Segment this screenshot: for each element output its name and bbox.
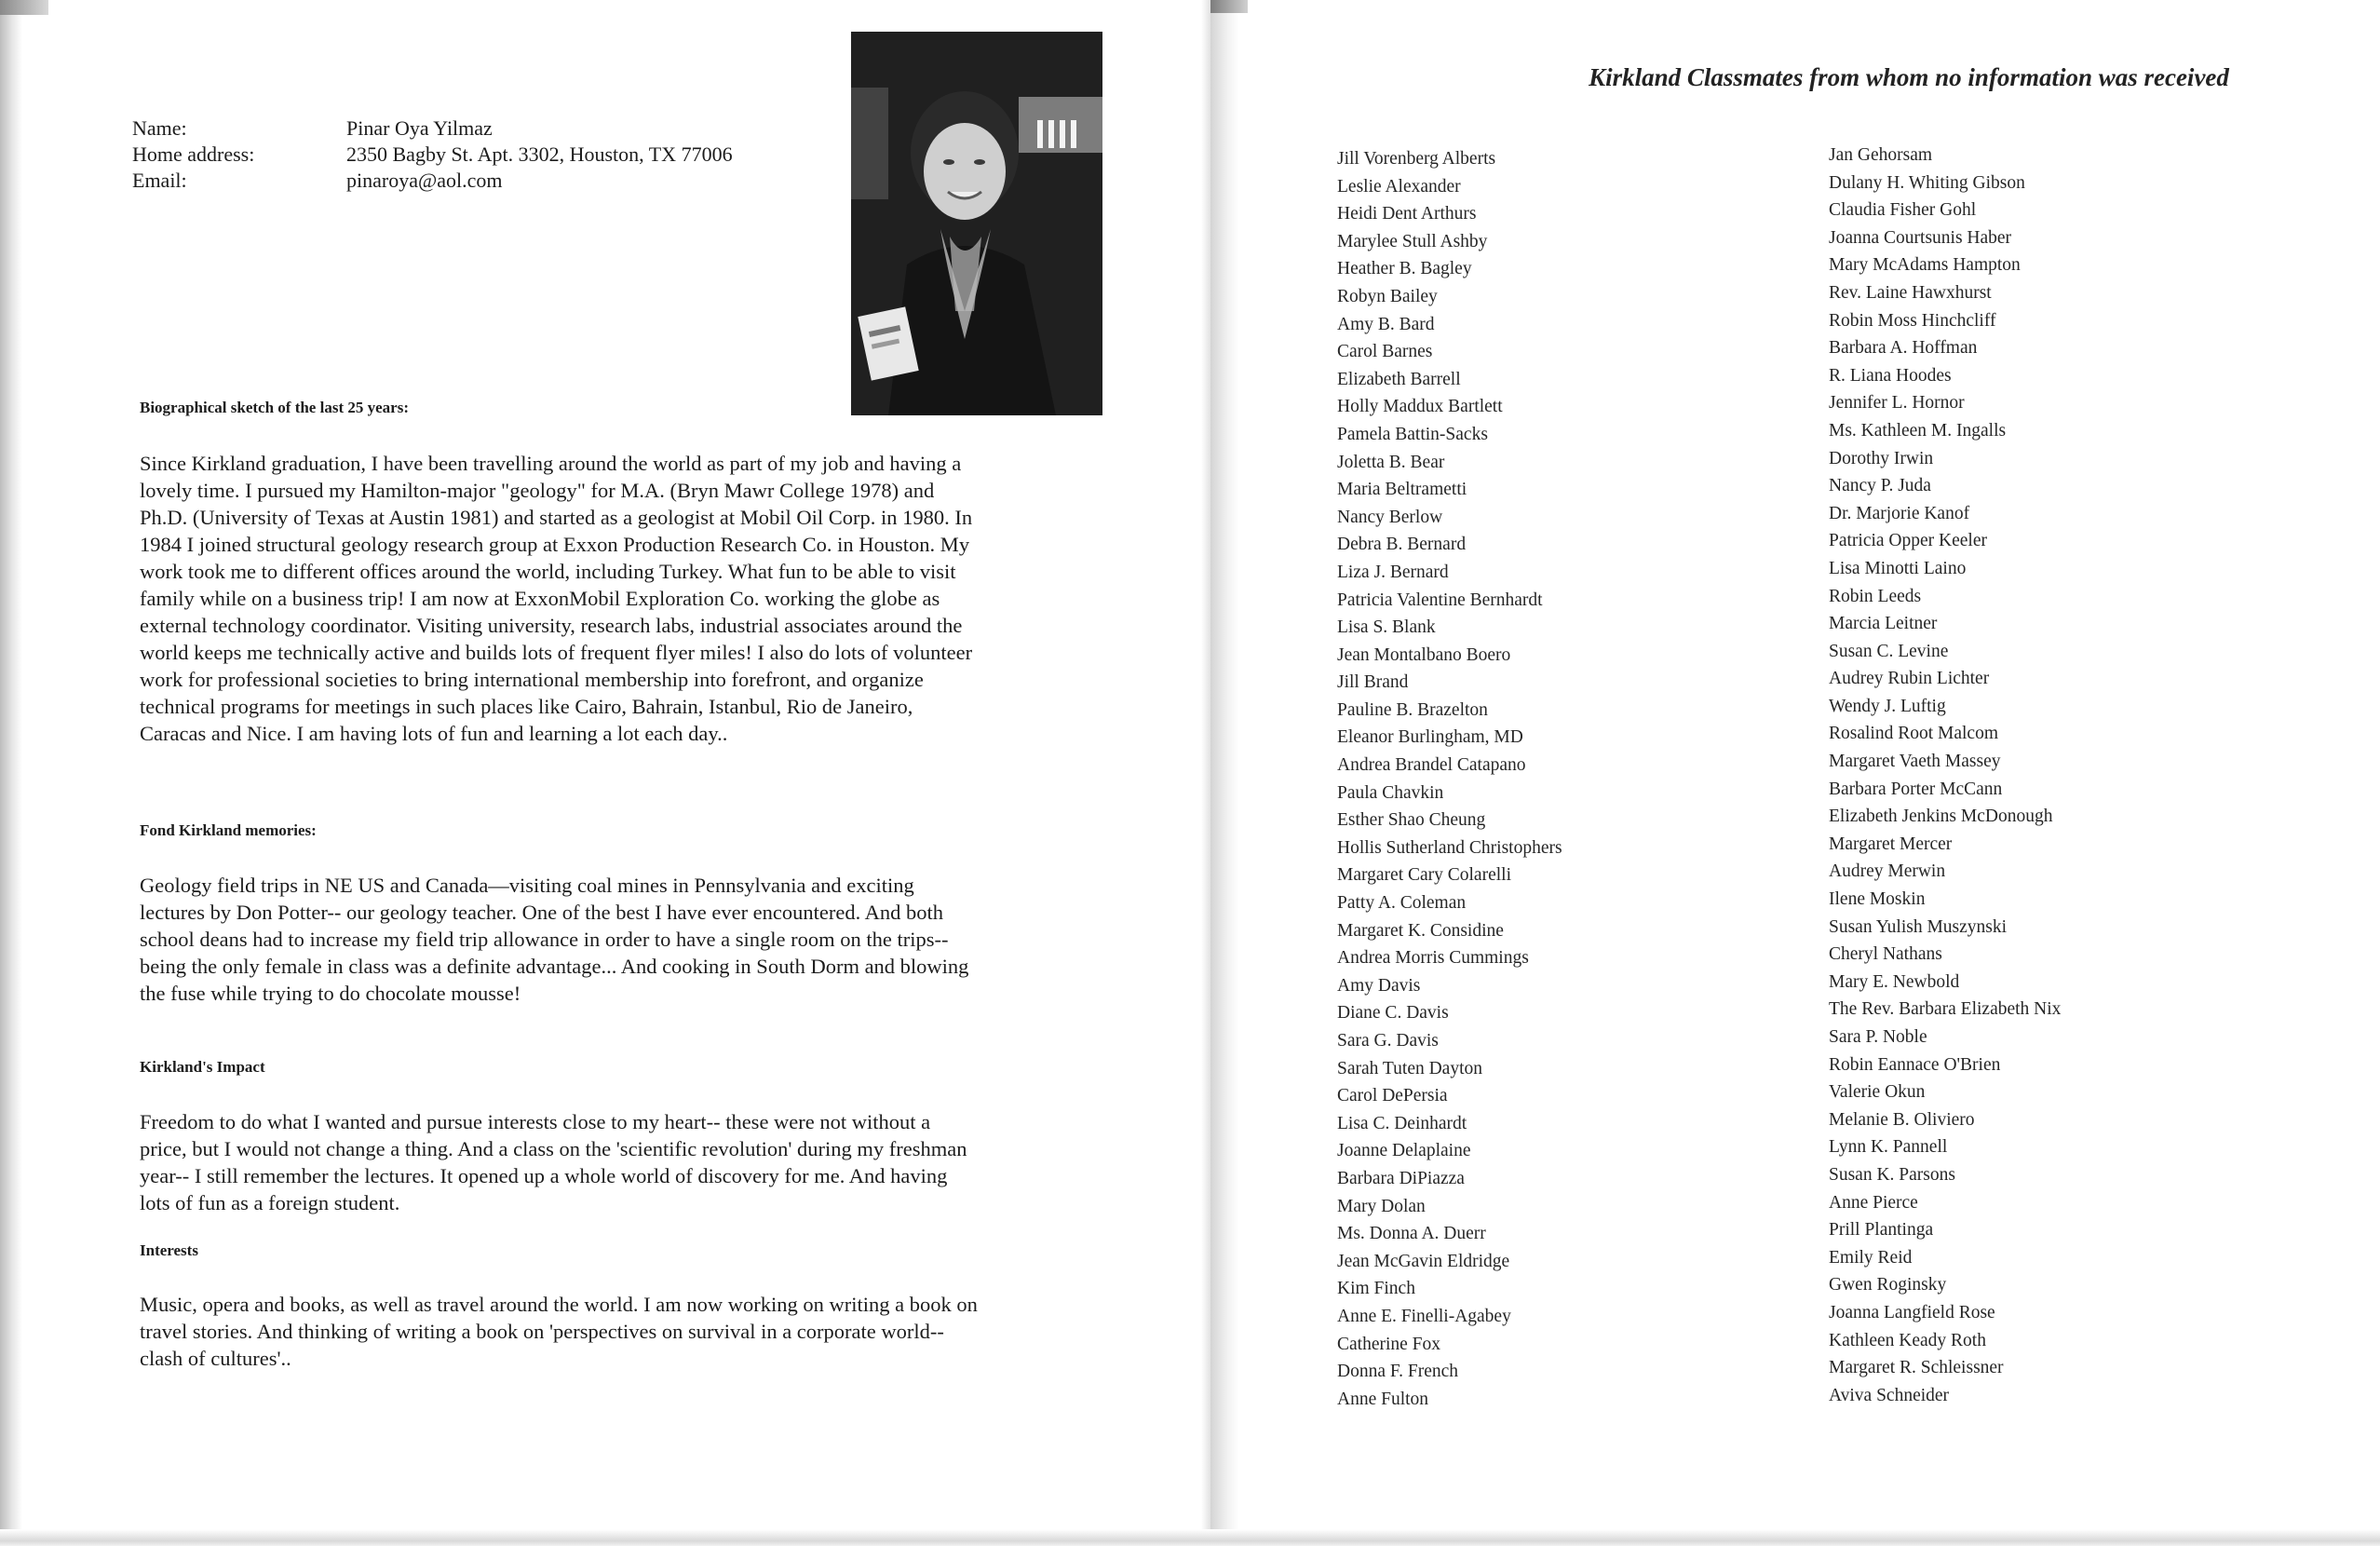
classmate-name: Ms. Kathleen M. Ingalls xyxy=(1829,420,2007,441)
classmate-name: Prill Plantinga xyxy=(1829,1220,1934,1241)
classmate-name: Nancy P. Juda xyxy=(1829,476,1931,496)
memories-text: Geology field trips in NE US and Canada—visiting coal mines in Pennsylvania and exciting lectures by Don Potter-- our geology teacher. One of the best I have ever encountered. And both school deans had to increase my field trip allowance in order to have a single room on the trips-- being the only female in class was a definite advantage... And cooking in South Dorm and blowing the fuse while trying to do chocolate mousse! xyxy=(140,874,969,1005)
contact-row-email xyxy=(132,168,733,194)
classmate-name: Jill Vorenberg Alberts xyxy=(1337,149,1496,169)
classmate-name: Ms. Donna A. Duerr xyxy=(1337,1224,1486,1244)
classmate-name: Anne Fulton xyxy=(1337,1389,1429,1409)
classmate-name: Holly Maddux Bartlett xyxy=(1337,397,1503,417)
classmate-name: Pamela Battin-Sacks xyxy=(1337,424,1488,444)
classmate-name: Dr. Marjorie Kanof xyxy=(1829,503,1970,523)
classmate-name: R. Liana Hoodes xyxy=(1829,365,1952,386)
classmate-name: Rev. Laine Hawxhurst xyxy=(1829,282,1992,303)
interests-heading: Interests xyxy=(140,1241,198,1259)
impact-heading: Kirkland's Impact xyxy=(140,1058,265,1076)
classmate-name: Lisa Minotti Laino xyxy=(1829,558,1967,578)
classmate-name: Ilene Moskin xyxy=(1829,889,1926,910)
name-label: Name: xyxy=(132,116,187,140)
classmate-name: Lynn K. Pannell xyxy=(1829,1137,1948,1158)
classmate-name: Emily Reid xyxy=(1829,1247,1913,1268)
classmate-name: Audrey Merwin xyxy=(1829,861,1946,882)
classmate-name: Kathleen Keady Roth xyxy=(1829,1330,1986,1350)
classmate-name: Amy Davis xyxy=(1337,975,1421,996)
classmate-name: Susan K. Parsons xyxy=(1829,1164,1955,1185)
classmate-name: Jean McGavin Eldridge xyxy=(1337,1251,1510,1271)
classmate-name: Diane C. Davis xyxy=(1337,1003,1449,1024)
contact-row-address xyxy=(132,142,733,168)
classmate-name: Elizabeth Barrell xyxy=(1337,369,1461,389)
contact-row-name xyxy=(132,115,733,142)
classmate-name: Elizabeth Jenkins McDonough xyxy=(1829,807,2053,827)
classmate-name: Barbara A. Hoffman xyxy=(1829,338,1978,359)
classmate-name: Jean Montalbano Boero xyxy=(1337,644,1511,665)
classmate-name: Donna F. French xyxy=(1337,1362,1459,1382)
classmate-name: Aviva Schneider xyxy=(1829,1385,1950,1405)
impact-text: Freedom to do what I wanted and pursue interests close to my heart-- these were not without a price, but I would not change a thing. And a class on the 'scientific revolution' during my freshman year-- I still remember the lectures. It opened up a whole world of discovery for me. And having lots of fun as a foreign student. xyxy=(140,1110,967,1214)
classmate-name: Andrea Morris Cummings xyxy=(1337,948,1529,969)
classmate-name: Cheryl Nathans xyxy=(1829,944,1942,965)
spine-corner-shadow xyxy=(1210,0,1248,13)
classmate-name: Robyn Bailey xyxy=(1337,286,1438,306)
classmate-name: Joanna Courtsunis Haber xyxy=(1829,227,2012,248)
contact-info xyxy=(132,115,733,194)
classmate-name: Hollis Sutherland Christophers xyxy=(1337,837,1562,858)
classmate-name: Joletta B. Bear xyxy=(1337,452,1445,472)
classmate-name: Marylee Stull Ashby xyxy=(1337,231,1488,251)
classmate-name: Paula Chavkin xyxy=(1337,782,1444,803)
classmate-name: Lisa S. Blank xyxy=(1337,617,1436,638)
classmate-name: Barbara DiPiazza xyxy=(1337,1168,1465,1188)
classmate-name: Margaret Cary Colarelli xyxy=(1337,865,1511,886)
classmate-name: Anne E. Finelli-Agabey xyxy=(1337,1306,1511,1326)
classmate-name: Sarah Tuten Dayton xyxy=(1337,1058,1482,1078)
classmate-name: Jennifer L. Hornor xyxy=(1829,393,1965,414)
classmate-name: Carol Barnes xyxy=(1337,342,1433,362)
classmate-name: Patricia Opper Keeler xyxy=(1829,531,1987,551)
classmate-name: Margaret R. Schleissner xyxy=(1829,1358,2004,1378)
classmate-name: Nancy Berlow xyxy=(1337,507,1443,527)
classmate-name: Claudia Fisher Gohl xyxy=(1829,200,1977,221)
classmate-name: Pauline B. Brazelton xyxy=(1337,699,1488,720)
classmate-name: Robin Leeds xyxy=(1829,586,1922,606)
classmate-name: Jan Gehorsam xyxy=(1829,145,1933,165)
classmate-name: Robin Eannace O'Brien xyxy=(1829,1054,2001,1075)
portrait-photo xyxy=(851,32,1102,415)
classmate-name: Patty A. Coleman xyxy=(1337,893,1467,914)
right-page xyxy=(1210,0,2380,1546)
bio-heading: Biographical sketch of the last 25 years: xyxy=(140,399,409,416)
spine-shadow xyxy=(1210,0,1238,1546)
classmate-name: Susan C. Levine xyxy=(1829,641,1949,661)
classmate-name: Margaret K. Considine xyxy=(1337,920,1504,941)
classmate-name: Mary McAdams Hampton xyxy=(1829,255,2021,276)
classmate-name: Amy B. Bard xyxy=(1337,314,1435,334)
classmate-name: Catherine Fox xyxy=(1337,1334,1441,1354)
portrait-illustration xyxy=(851,32,1102,415)
classmate-name: Sara G. Davis xyxy=(1337,1031,1439,1051)
classmate-name: Mary Dolan xyxy=(1337,1196,1426,1216)
classmate-name: Rosalind Root Malcom xyxy=(1829,724,1998,744)
classmate-name: Anne Pierce xyxy=(1829,1192,1918,1213)
address-label: Home address: xyxy=(132,142,255,166)
classmate-name: Debra B. Bernard xyxy=(1337,535,1467,555)
classmate-name: Leslie Alexander xyxy=(1337,176,1461,197)
bottom-page-edge-right xyxy=(1210,1529,2380,1546)
bio-text: Since Kirkland graduation, I have been travelling around the world as part of my job and having a lovely time. I pursued my Hamilton-major "geology" for M.A. (Bryn Mawr College 1978) and Ph.D. (University of Texas at Austin 1981) and started as a geologist at Mobil Oil Corp. in 1980. In 1984 I joined structural geology research group at Exxon Production Research Co. in Houston. My work took me to different offices around the world, including Turkey. What fun to be able to visit family while on a business trip! I am now at ExxonMobil Exploration Co. working the globe as external technology coordinator. Visiting university, research labs, industrial associates around the world keeps me technically active and builds lots of frequent flyer miles! I also do lots of volunteer work for professional societies to bring international membership into forefront, and organize technical programs for meetings in such places like Cairo, Bahrain, Istanbul, Rio de Janeiro, Caracas and Nice. I am having lots of fun and learning a lot each day.. xyxy=(140,452,973,745)
email-label: Email: xyxy=(132,169,187,192)
classmates-column-1 xyxy=(1337,145,1562,1413)
classmate-name: Joanna Langfield Rose xyxy=(1829,1302,1995,1322)
classmate-name: Heidi Dent Arthurs xyxy=(1337,204,1477,224)
classmates-heading: Kirkland Classmates from whom no information was received xyxy=(1589,63,2229,91)
classmate-name: Margaret Mercer xyxy=(1829,834,1953,854)
classmate-name: Barbara Porter McCann xyxy=(1829,779,2003,799)
classmate-name: Esther Shao Cheung xyxy=(1337,810,1486,831)
classmates-column-2 xyxy=(1829,142,2061,1409)
classmate-name: Dulany H. Whiting Gibson xyxy=(1829,172,2025,193)
classmate-name: Wendy J. Luftig xyxy=(1829,696,1946,716)
classmate-name: Andrea Brandel Catapano xyxy=(1337,755,1526,776)
classmate-name: Kim Finch xyxy=(1337,1279,1415,1299)
classmate-name: Melanie B. Oliviero xyxy=(1829,1109,1975,1130)
classmate-name: Valerie Okun xyxy=(1829,1082,1926,1103)
email-value: pinaroya@aol.com xyxy=(346,169,503,192)
memories-heading: Fond Kirkland memories: xyxy=(140,821,317,839)
classmate-name: Eleanor Burlingham, MD xyxy=(1337,727,1523,748)
classmate-name: Jill Brand xyxy=(1337,672,1409,693)
classmate-name: Joanne Delaplaine xyxy=(1337,1141,1471,1161)
classmate-name: Mary E. Newbold xyxy=(1829,971,1960,992)
interests-text: Music, opera and books, as well as travel around the world. I am now working on writing a book on travel stories. And thinking of writing a book on 'perspectives on survival in a corporate world-- clash of cultures'.. xyxy=(140,1293,978,1370)
page-edge-shadow xyxy=(0,0,22,1546)
classmate-name: Susan Yulish Muszynski xyxy=(1829,916,2008,937)
gutter-shadow xyxy=(1201,0,1210,1546)
classmate-name: Audrey Rubin Lichter xyxy=(1829,669,1990,689)
address-value: 2350 Bagby St. Apt. 3302, Houston, TX 77006 xyxy=(346,142,733,166)
classmate-name: Sara P. Noble xyxy=(1829,1027,1927,1047)
classmate-name: The Rev. Barbara Elizabeth Nix xyxy=(1829,999,2062,1020)
classmate-name: Carol DePersia xyxy=(1337,1086,1448,1106)
classmate-name: Lisa C. Deinhardt xyxy=(1337,1113,1467,1133)
name-value: Pinar Oya Yilmaz xyxy=(346,116,493,140)
classmate-name: Robin Moss Hinchcliff xyxy=(1829,310,1996,331)
classmate-name: Patricia Valentine Bernhardt xyxy=(1337,590,1543,610)
classmate-name: Dorothy Irwin xyxy=(1829,448,1934,468)
bottom-page-edge xyxy=(0,1529,1210,1546)
classmate-name: Maria Beltrametti xyxy=(1337,480,1467,500)
classmate-name: Margaret Vaeth Massey xyxy=(1829,752,2001,772)
classmate-name: Liza J. Bernard xyxy=(1337,562,1449,582)
classmate-name: Gwen Roginsky xyxy=(1829,1275,1947,1295)
classmate-name: Marcia Leitner xyxy=(1829,614,1938,634)
classmate-name: Heather B. Bagley xyxy=(1337,259,1472,279)
page-corner-shadow xyxy=(0,0,48,15)
